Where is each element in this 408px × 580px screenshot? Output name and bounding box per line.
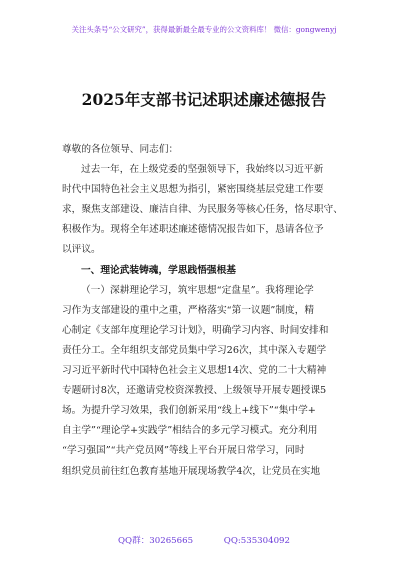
section-heading: 一、理论武装铸魂，学思践悟强根基 bbox=[81, 264, 236, 276]
document-title: 2025年支部书记述职述廉述德报告 bbox=[81, 90, 327, 109]
intro-line: 积极作为。现将全年述职述廉述德情况报告如下，恳请各位予 bbox=[62, 224, 324, 236]
footer-qq: QQ:535304092 bbox=[223, 536, 290, 546]
footer-qq-group: QQ群：30265665 bbox=[118, 536, 194, 546]
salutation: 尊敬的各位领导、同志们： bbox=[62, 144, 179, 155]
paragraph-line: 场。为提升学习效果，我们创新采用“线上+线下”“集中学+ bbox=[62, 405, 316, 417]
intro-line: 求，聚焦支部建设、廉洁自律、为民服务等核心任务，恪尽职守、 bbox=[62, 204, 343, 216]
paragraph-line: 习作为支部建设的重中之重，严格落实“第一议题”制度，精 bbox=[62, 304, 315, 316]
paragraph-line: 习习近平新时代中国特色社会主义思想14次、党的二十大精神 bbox=[62, 365, 327, 377]
paragraph-line: 专题研讨8次，还邀请党校资深教授、上级领导开展专题授课5 bbox=[62, 385, 327, 397]
document-body bbox=[62, 140, 354, 482]
paragraph-line: “学习强国”“共产党员网”等线上平台开展日常学习，同时 bbox=[62, 445, 305, 457]
intro-line: 以评议。 bbox=[62, 244, 101, 256]
paragraph-line: 责任分工。全年组织支部党员集中学习26次，其中深入专题学 bbox=[62, 344, 327, 356]
footer-contact bbox=[0, 534, 408, 546]
intro-line: 时代中国特色社会主义思想为指引，紧密围绕基层党建工作要 bbox=[62, 184, 324, 196]
paragraph-line: 组织党员前往红色教育基地开展现场教学4次，让党员在实地 bbox=[62, 465, 321, 477]
paragraph-line: （一）深耕理论学习，筑牢思想“定盘星”。我将理论学 bbox=[81, 284, 314, 296]
intro-line: 过去一年，在上级党委的坚强领导下，我始终以习近平新 bbox=[81, 164, 324, 176]
paragraph-line: 自主学”“理论学+实践学”相结合的多元学习模式。充分利用 bbox=[62, 425, 318, 437]
paragraph-line: 心制定《支部年度理论学习计划》，明确学习内容、时间安排和 bbox=[62, 324, 329, 336]
header-banner: 关注头条号“公文研究”，获得最新最全最专业的公文资料库！ 微信：gongwenyj bbox=[71, 25, 337, 34]
